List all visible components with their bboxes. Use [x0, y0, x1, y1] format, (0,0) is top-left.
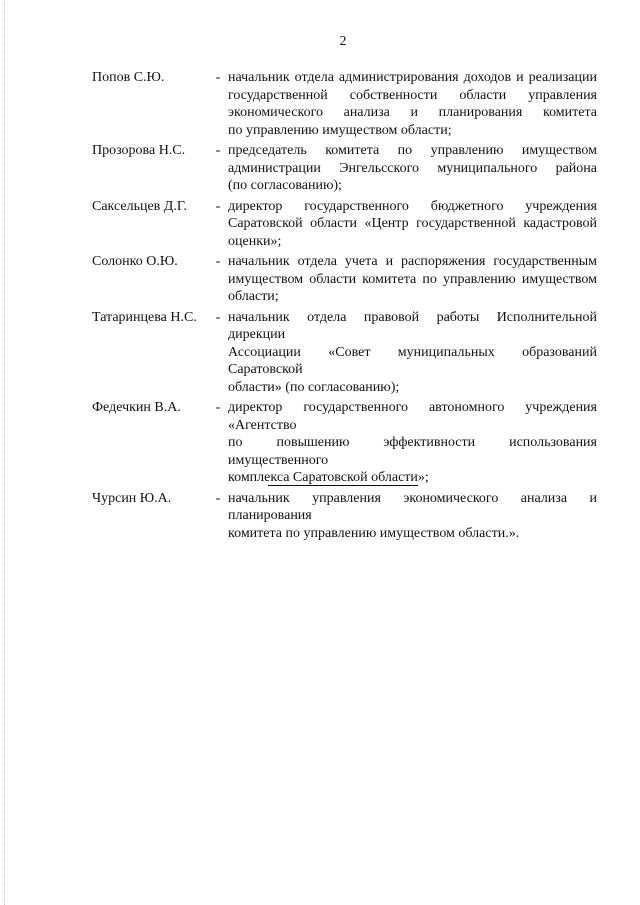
position-line: по повышению эффективности использования имущественного: [228, 435, 597, 468]
member-dash: -: [215, 70, 221, 85]
member-name: Солонко О.Ю.: [92, 254, 178, 269]
position-line: администрации Энгельсского муниципального района: [228, 160, 597, 176]
member-entry: [92, 253, 597, 306]
member-entry: [92, 490, 597, 543]
member-name: Чурсин Ю.А.: [92, 490, 172, 506]
position-line: экономического анализа и планирования комитета: [228, 105, 597, 120]
member-entry: [92, 309, 597, 397]
position-line: директор государственного автономного учреждения «Агентство: [228, 400, 597, 433]
page-number: 2: [339, 34, 347, 49]
position-line: по управлению имуществом области;: [228, 122, 452, 138]
closing-rule: [268, 485, 418, 486]
position-line: начальник отдела правовой работы Исполнительной дирекции: [228, 309, 597, 342]
member-entry: [92, 399, 597, 487]
member-name: Прозорова Н.С.: [92, 143, 186, 158]
member-name: Федечкин В.А.: [92, 400, 181, 415]
position-line: начальник управления экономического анализа и планирования: [228, 490, 597, 523]
member-dash: -: [215, 309, 221, 325]
position-line: государственной собственности области управления: [228, 87, 597, 103]
member-entry: [92, 142, 597, 195]
member-position: [226, 142, 597, 195]
member-dash: -: [215, 400, 221, 415]
position-line: Ассоциации «Совет муниципальных образований Саратовской: [228, 344, 597, 377]
position-line: директор государственного бюджетного учреждения: [228, 198, 597, 214]
member-dash: -: [215, 143, 221, 158]
member-position: [226, 198, 597, 251]
position-line: (по согласованию);: [228, 178, 342, 193]
member-name: Татаринцева Н.С.: [92, 309, 197, 325]
member-position: [226, 399, 597, 487]
position-line: имуществом области комитета по управлению имуществом: [228, 271, 597, 287]
position-line: председатель комитета по управлению имуществом: [228, 143, 597, 158]
position-line: Саратовской области «Центр государственной кадастровой: [228, 216, 597, 231]
member-dash: -: [215, 490, 221, 506]
member-entry: [92, 69, 597, 139]
member-list: [92, 69, 597, 542]
member-dash: -: [215, 198, 221, 214]
member-name: Попов С.Ю.: [92, 70, 165, 85]
member-position: [226, 490, 597, 543]
position-line: комплекса Саратовской области»;: [228, 470, 429, 485]
position-line: области;: [228, 289, 279, 304]
position-line: области» (по согласованию);: [228, 379, 400, 395]
member-dash: -: [215, 254, 221, 269]
position-line: оценки»;: [228, 233, 282, 249]
member-position: [226, 309, 597, 397]
member-name: Саксельцев Д.Г.: [92, 198, 187, 214]
member-entry: [92, 198, 597, 251]
position-line: начальник отдела администрирования доходов и реализации: [228, 70, 597, 85]
position-line: начальник отдела учета и распоряжения государственным: [228, 254, 597, 269]
position-line: комитета по управлению имуществом области.».: [228, 525, 520, 541]
member-position: [226, 253, 597, 306]
member-position: [226, 69, 597, 139]
page-left-edge: [4, 0, 5, 905]
